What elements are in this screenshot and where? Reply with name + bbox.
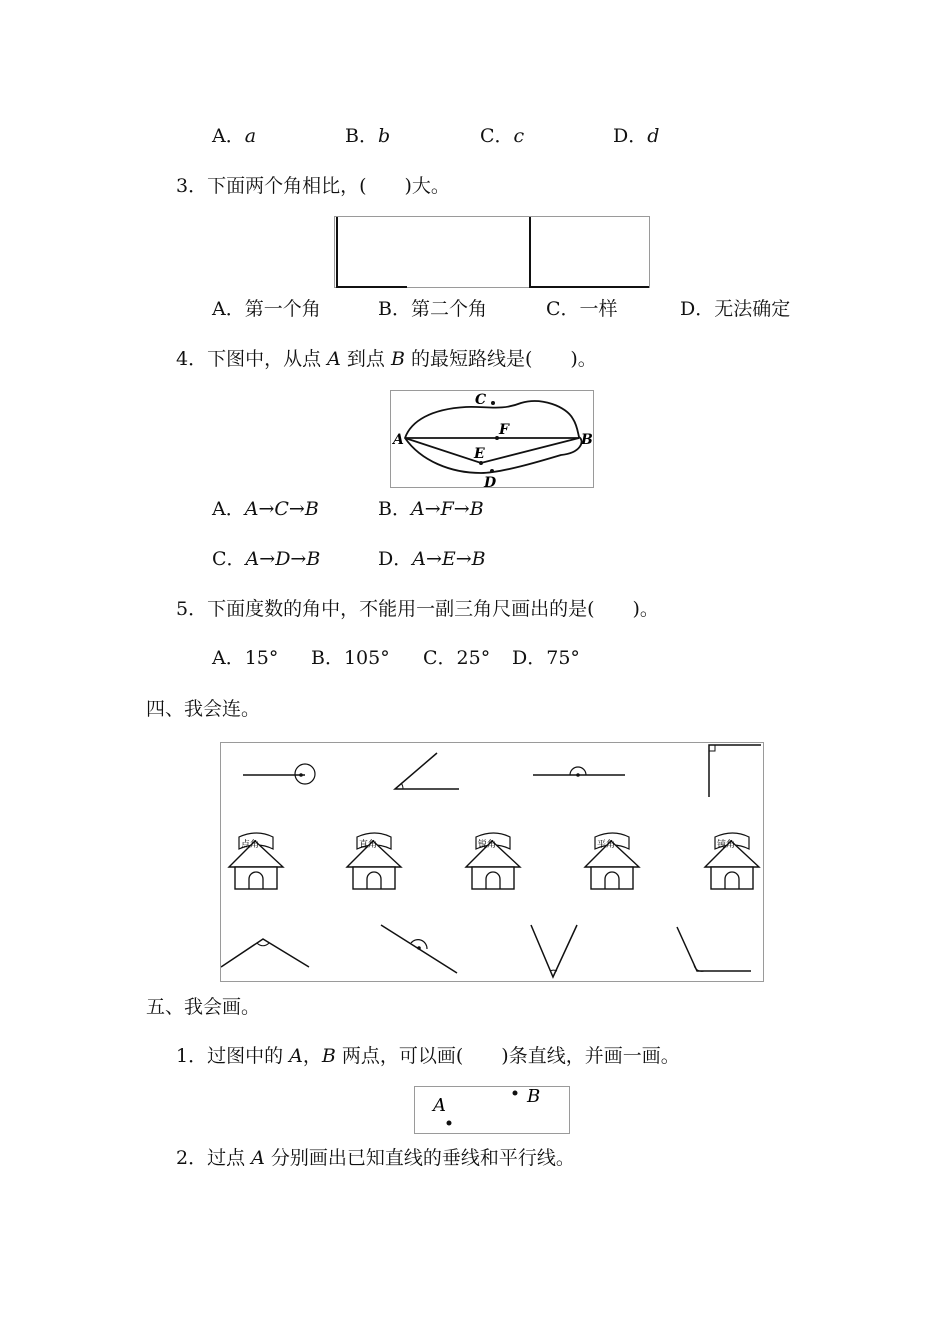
label-b: B [581, 432, 593, 448]
label-e: E [474, 446, 485, 462]
q3-angle-figure [334, 216, 650, 288]
q4-option-a: A．A→C→B [212, 498, 319, 520]
label-a: A [393, 432, 404, 448]
two-points-figure [414, 1086, 570, 1134]
angle-two [530, 217, 649, 287]
section5-q1: 1．过图中的 A，B 两点，可以画( )条直线，并画一画。 [176, 1045, 680, 1067]
point-b-label: B [527, 1087, 541, 1107]
q5-option-c: C．25° [423, 647, 491, 669]
point-a-dot [447, 1121, 452, 1126]
q3-question: 3．下面两个角相比，( )大。 [176, 175, 450, 197]
q3-option-b: B．第二个角 [378, 298, 487, 320]
q5-option-d: D．75° [512, 647, 580, 669]
q4-route-svg [391, 391, 595, 489]
straight-angle-shape [533, 767, 625, 777]
q4-option-d: D．A→E→B [378, 548, 486, 570]
obtuse-angle-shape-right [677, 927, 751, 971]
q4-route-figure [390, 390, 594, 488]
q4-option-b: B．A→F→B [378, 498, 484, 520]
q2-option-b: B．b [345, 125, 391, 147]
section5-title: 五、我会画。 [146, 996, 261, 1018]
house-3-label: 锐角 [478, 840, 497, 850]
right-angle-shape [709, 745, 761, 797]
point-c-dot [491, 401, 495, 405]
straight-angle-shape-bottom [381, 925, 457, 973]
house-2-label: 直角 [359, 840, 378, 850]
route-ae [405, 438, 579, 463]
acute-angle-shape-bottom [531, 925, 577, 977]
label-d: D [484, 475, 497, 489]
matching-figure [220, 742, 764, 982]
q4-option-c: C．A→D→B [212, 548, 321, 570]
house-3 [466, 833, 520, 889]
q3-angles-svg [335, 217, 651, 289]
lake-outline [405, 401, 582, 473]
q2-option-a: A．a [212, 125, 257, 147]
q5-question: 5．下面度数的角中，不能用一副三角尺画出的是( )。 [176, 598, 659, 620]
obtuse-angle-shape-bottom [221, 939, 309, 967]
section4-title: 四、我会连。 [146, 698, 261, 720]
house-5-label: 钝角 [717, 840, 736, 850]
house-5 [705, 833, 759, 889]
round-angle-shape [243, 764, 315, 784]
section5-q2: 2．过点 A 分别画出已知直线的垂线和平行线。 [176, 1147, 575, 1169]
q3-option-a: A．第一个角 [212, 298, 321, 320]
q3-option-d: D．无法确定 [680, 298, 791, 320]
acute-angle-shape-top [395, 753, 459, 789]
q2-option-c: C．c [480, 125, 525, 147]
house-4 [585, 833, 639, 889]
house-4-label: 平角 [597, 840, 616, 850]
point-b-dot [513, 1091, 518, 1096]
matching-svg [221, 743, 765, 983]
q3-option-c: C．一样 [546, 298, 618, 320]
two-points-svg [415, 1087, 571, 1135]
angle-one [337, 217, 407, 287]
label-f: F [499, 422, 509, 438]
q5-option-b: B．105° [311, 647, 390, 669]
house-1-label: 点角 [241, 840, 260, 850]
q4-question: 4．下图中，从点 A 到点 B 的最短路线是( )。 [176, 348, 597, 370]
q2-option-d: D．d [613, 125, 660, 147]
q5-option-a: A．15° [212, 647, 279, 669]
house-1 [229, 833, 283, 889]
label-c: C [475, 392, 487, 408]
point-d-dot [490, 469, 494, 473]
point-a-label: A [433, 1095, 446, 1116]
house-2 [347, 833, 401, 889]
